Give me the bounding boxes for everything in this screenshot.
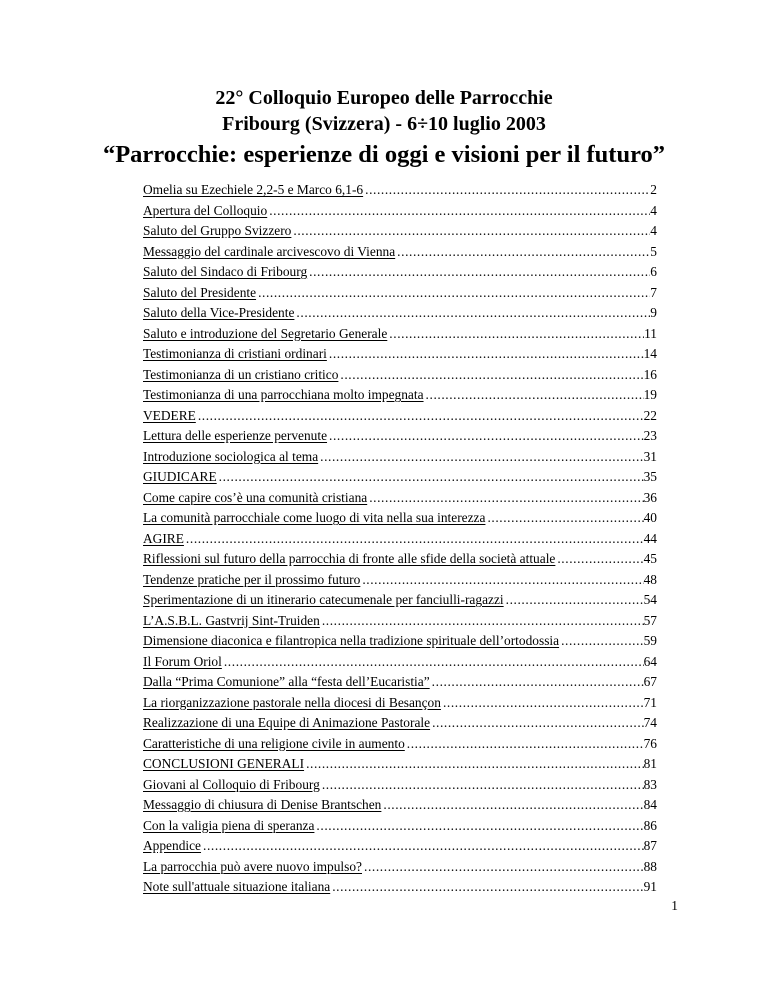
toc-entry[interactable] (143, 449, 657, 470)
toc-entry-title[interactable]: Note sull'attuale situazione italiana (143, 879, 331, 894)
toc-dot-leader (198, 408, 644, 424)
toc-entry[interactable] (143, 777, 657, 798)
toc-entry-page: 31 (643, 448, 657, 464)
toc-entry[interactable] (143, 428, 657, 449)
toc-dot-leader (316, 818, 643, 834)
toc-entry-page: 7 (650, 284, 657, 300)
toc-entry-title[interactable]: VEDERE (143, 407, 196, 423)
toc-entry[interactable] (143, 838, 657, 859)
toc-dot-leader (332, 879, 643, 895)
toc-entry-title[interactable]: AGIRE (143, 530, 184, 546)
toc-entry-page: 91 (643, 879, 657, 894)
toc-entry-title[interactable]: Saluto del Presidente (143, 284, 257, 300)
toc-entry-page: 76 (643, 735, 657, 751)
toc-entry-title[interactable]: Testimonianza di cristiani ordinari (143, 346, 327, 361)
toc-dot-leader (309, 264, 650, 280)
toc-entry-page: 48 (643, 571, 657, 587)
colloquium-theme: “Parrocchie: esperienze di oggi e visioni per il futuro” (102, 141, 666, 168)
toc-entry-page: 71 (643, 694, 657, 710)
toc-entry-title[interactable]: Sperimentazione di un itinerario catecumenale per fanciulli-ragazzi (143, 592, 504, 607)
toc-entry[interactable] (143, 203, 657, 224)
toc-entry[interactable] (143, 613, 657, 634)
document-header (0, 85, 768, 172)
toc-entry-title[interactable]: Messaggio di chiusura di Denise Brantschen (143, 797, 382, 812)
toc-dot-leader (186, 531, 644, 547)
toc-entry-page: 36 (643, 489, 657, 505)
toc-entry-page: 4 (650, 202, 657, 218)
toc-entry[interactable] (143, 367, 657, 388)
toc-dot-leader (224, 654, 644, 670)
toc-dot-leader (365, 182, 650, 198)
toc-entry[interactable] (143, 408, 657, 429)
toc-entry-page: 57 (643, 612, 657, 628)
toc-entry-title[interactable]: Introduzione sociologica al tema (143, 448, 319, 464)
toc-entry-page: 86 (643, 817, 657, 833)
toc-entry[interactable] (143, 572, 657, 593)
toc-entry-page: 19 (643, 387, 657, 402)
toc-dot-leader (306, 756, 644, 772)
toc-entry-page: 83 (643, 776, 657, 792)
toc-entry[interactable] (143, 490, 657, 511)
toc-entry[interactable] (143, 244, 657, 265)
toc-entry-title[interactable]: Dimensione diaconica e filantropica nella tradizione spirituale dell’ortodossia (143, 633, 560, 648)
toc-entry-title[interactable]: Testimonianza di un cristiano critico (143, 366, 339, 382)
toc-dot-leader (389, 326, 644, 342)
toc-entry-title[interactable]: GIUDICARE (143, 469, 217, 484)
toc-entry[interactable] (143, 879, 657, 900)
toc-entry[interactable] (143, 695, 657, 716)
toc-entry-title[interactable]: Messaggio del cardinale arcivescovo di Vienna (143, 243, 396, 259)
toc-entry[interactable] (143, 305, 657, 326)
toc-entry-title[interactable]: Lettura delle esperienze pervenute (143, 428, 328, 443)
toc-dot-leader (364, 859, 644, 875)
toc-entry-title[interactable]: Saluto e introduzione del Segretario Generale (143, 325, 388, 341)
page-number: 1 (671, 898, 678, 913)
toc-entry-page: 64 (643, 653, 657, 669)
toc-dot-leader (362, 572, 643, 588)
toc-dot-leader (296, 305, 650, 321)
toc-entry-page: 35 (643, 469, 657, 484)
toc-entry[interactable] (143, 326, 657, 347)
toc-dot-leader (432, 715, 644, 731)
toc-entry-title[interactable]: Con la valigia piena di speranza (143, 817, 315, 833)
toc-entry[interactable] (143, 592, 657, 613)
toc-entry-title[interactable]: Saluto del Gruppo Svizzero (143, 223, 292, 238)
toc-entry-page: 16 (643, 366, 657, 382)
toc-entry[interactable] (143, 346, 657, 367)
colloquium-title: 22° Colloquio Europeo delle Parrocchie (215, 87, 553, 109)
toc-entry-title[interactable]: Riflessioni sul futuro della parrocchia di fronte alle sfide della società attuale (143, 551, 556, 566)
toc-entry-page: 22 (643, 407, 657, 423)
toc-entry-title[interactable]: Omelia su Ezechiele 2,2-5 e Marco 6,1-6 (143, 182, 364, 197)
toc-entry[interactable] (143, 223, 657, 244)
toc-entry[interactable] (143, 285, 657, 306)
toc-dot-leader (397, 244, 650, 260)
toc-dot-leader (219, 469, 644, 485)
toc-entry-page: 81 (643, 756, 657, 771)
toc-entry[interactable] (143, 654, 657, 675)
toc-entry-page: 45 (643, 551, 657, 566)
toc-entry-page: 9 (650, 305, 657, 320)
toc-entry[interactable] (143, 818, 657, 839)
toc-entry-page: 84 (643, 797, 657, 812)
toc-entry-page: 88 (643, 858, 657, 874)
toc-entry[interactable] (143, 633, 657, 654)
toc-dot-leader (322, 777, 644, 793)
toc-entry[interactable] (143, 756, 657, 777)
toc-entry-page: 40 (643, 510, 657, 525)
toc-dot-leader (329, 346, 644, 362)
toc-entry[interactable] (143, 736, 657, 757)
toc-entry[interactable] (143, 859, 657, 880)
toc-entry-title[interactable]: Saluto della Vice-Presidente (143, 305, 295, 320)
toc-entry[interactable] (143, 387, 657, 408)
toc-dot-leader (329, 428, 644, 444)
toc-dot-leader (407, 736, 644, 752)
toc-entry[interactable] (143, 551, 657, 572)
toc-dot-leader (487, 510, 643, 526)
toc-dot-leader (432, 674, 644, 690)
toc-entry-title[interactable]: Appendice (143, 838, 202, 853)
toc-dot-leader (557, 551, 643, 567)
toc-dot-leader (258, 285, 650, 301)
toc-dot-leader (322, 613, 644, 629)
toc-entry-page: 54 (643, 592, 657, 607)
toc-entry-page: 23 (643, 428, 657, 443)
toc-entry-page: 67 (643, 674, 657, 689)
toc-entry-title[interactable]: La comunità parrocchiale come luogo di vita nella sua interezza (143, 510, 486, 525)
toc-entry-page: 74 (643, 715, 657, 730)
toc-entry-page: 5 (650, 243, 657, 259)
toc-entry[interactable] (143, 469, 657, 490)
toc-entry-title[interactable]: Realizzazione di una Equipe di Animazione Pastorale (143, 715, 431, 730)
toc-dot-leader (203, 838, 644, 854)
toc-dot-leader (369, 490, 643, 506)
toc-entry[interactable] (143, 510, 657, 531)
toc-dot-leader (426, 387, 644, 403)
toc-dot-leader (293, 223, 650, 239)
toc-dot-leader (383, 797, 643, 813)
toc-entry[interactable] (143, 715, 657, 736)
toc-entry-title[interactable]: Saluto del Sindaco di Fribourg (143, 264, 308, 279)
toc-dot-leader (443, 695, 644, 711)
toc-entry-page: 44 (643, 530, 657, 546)
toc-entry[interactable] (143, 674, 657, 695)
toc-entry-title[interactable]: Giovani al Colloquio di Fribourg (143, 776, 320, 792)
toc-entry-title[interactable]: Il Forum Oriol (143, 653, 222, 669)
toc-dot-leader (320, 449, 643, 465)
toc-dot-leader (561, 633, 644, 649)
toc-dot-leader (340, 367, 643, 383)
table-of-contents (143, 182, 657, 900)
toc-entry-title[interactable]: Testimonianza di una parrocchiana molto impegnata (143, 387, 424, 402)
toc-entry-page: 11 (644, 325, 657, 341)
toc-entry[interactable] (143, 531, 657, 552)
toc-entry-title[interactable]: Dalla “Prima Comunione” alla “festa dell’Eucaristia” (143, 674, 430, 689)
toc-entry[interactable] (143, 264, 657, 285)
toc-entry[interactable] (143, 182, 657, 203)
toc-entry-title[interactable]: La parrocchia può avere nuovo impulso? (143, 858, 363, 874)
colloquium-location-date: Fribourg (Svizzera) - 6÷10 luglio 2003 (222, 113, 546, 135)
toc-entry-title[interactable]: La riorganizzazione pastorale nella diocesi di Besançon (143, 694, 441, 710)
toc-entry-page: 14 (643, 346, 657, 361)
toc-entry-title[interactable]: Apertura del Colloquio (143, 202, 268, 218)
toc-entry-page: 2 (650, 182, 657, 197)
toc-entry[interactable] (143, 797, 657, 818)
toc-entry-page: 6 (650, 264, 657, 279)
toc-entry-title[interactable]: CONCLUSIONI GENERALI (143, 756, 305, 771)
toc-entry-title[interactable]: L’A.S.B.L. Gastvrij Sint-Truiden (143, 612, 320, 628)
toc-entry-title[interactable]: Tendenze pratiche per il prossimo futuro (143, 571, 361, 587)
toc-entry-title[interactable]: Caratteristiche di una religione civile in aumento (143, 735, 405, 751)
toc-dot-leader (506, 592, 644, 608)
toc-entry-title[interactable]: Come capire cos’è una comunità cristiana (143, 489, 368, 505)
toc-dot-leader (269, 203, 650, 219)
toc-entry-page: 4 (650, 223, 657, 238)
toc-entry-page: 59 (643, 633, 657, 648)
toc-entry-page: 87 (643, 838, 657, 853)
